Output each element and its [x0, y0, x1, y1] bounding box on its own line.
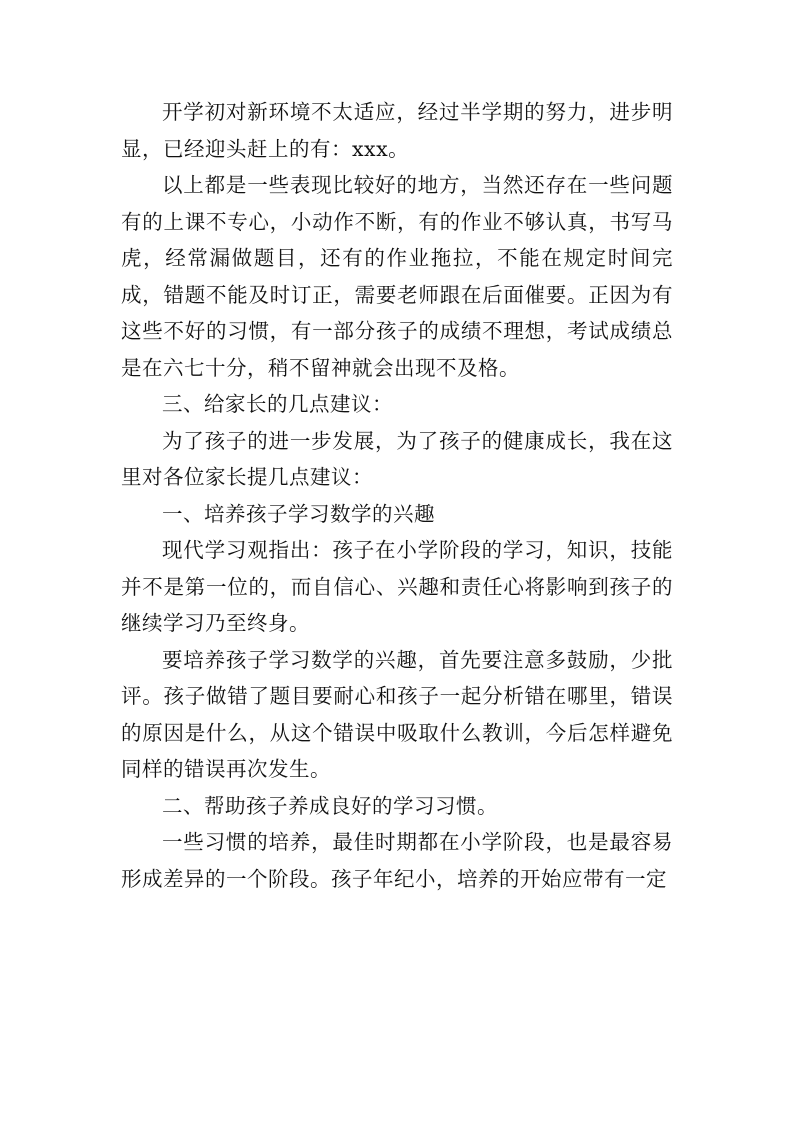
- section-heading-suggestions: 三、给家长的几点建议：: [162, 392, 393, 416]
- subheading-habits: 二、帮助孩子养成良好的学习习惯。: [162, 793, 498, 818]
- document-body: [121, 94, 673, 897]
- paragraph-encouragement: 要培养孩子学习数学的兴趣，首先要注意多鼓励，少批评。孩子做错了题目要耐心和孩子一起分析错在哪里，错误的原因是什么，从这个错误中吸取什么教训，今后怎样避免同样的错误再次发生。: [121, 647, 673, 781]
- paragraph-problems: 以上都是一些表现比较好的地方，当然还存在一些问题有的上课不专心，小动作不断，有的作业不够认真，书写马虎，经常漏做题目，还有的作业拖拉，不能在规定时间完成，错题不能及时订正，需要老师跟在后面催要。正因为有这些不好的习惯，有一部分孩子的成绩不理想，考试成绩总是在六七十分，稍不留神就会出现不及格。: [121, 173, 673, 380]
- paragraph-learning-view: 现代学习观指出：孩子在小学阶段的学习，知识，技能并不是第一位的，而自信心、兴趣和责任心将影响到孩子的继续学习乃至终身。: [121, 538, 673, 635]
- paragraph-progress-note: 开学初对新环境不太适应，经过半学期的努力，进步明显，已经迎头赶上的有：xxx。: [121, 100, 673, 161]
- paragraph-habit-cultivation: 一些习惯的培养，最佳时期都在小学阶段，也是最容易形成差异的一个阶段。孩子年纪小，培养的开始应带有一定: [121, 830, 673, 891]
- paragraph-suggestions-intro: 为了孩子的进一步发展，为了孩子的健康成长，我在这里对各位家长提几点建议：: [121, 428, 673, 489]
- subheading-interest: 一、培养孩子学习数学的兴趣: [162, 501, 435, 526]
